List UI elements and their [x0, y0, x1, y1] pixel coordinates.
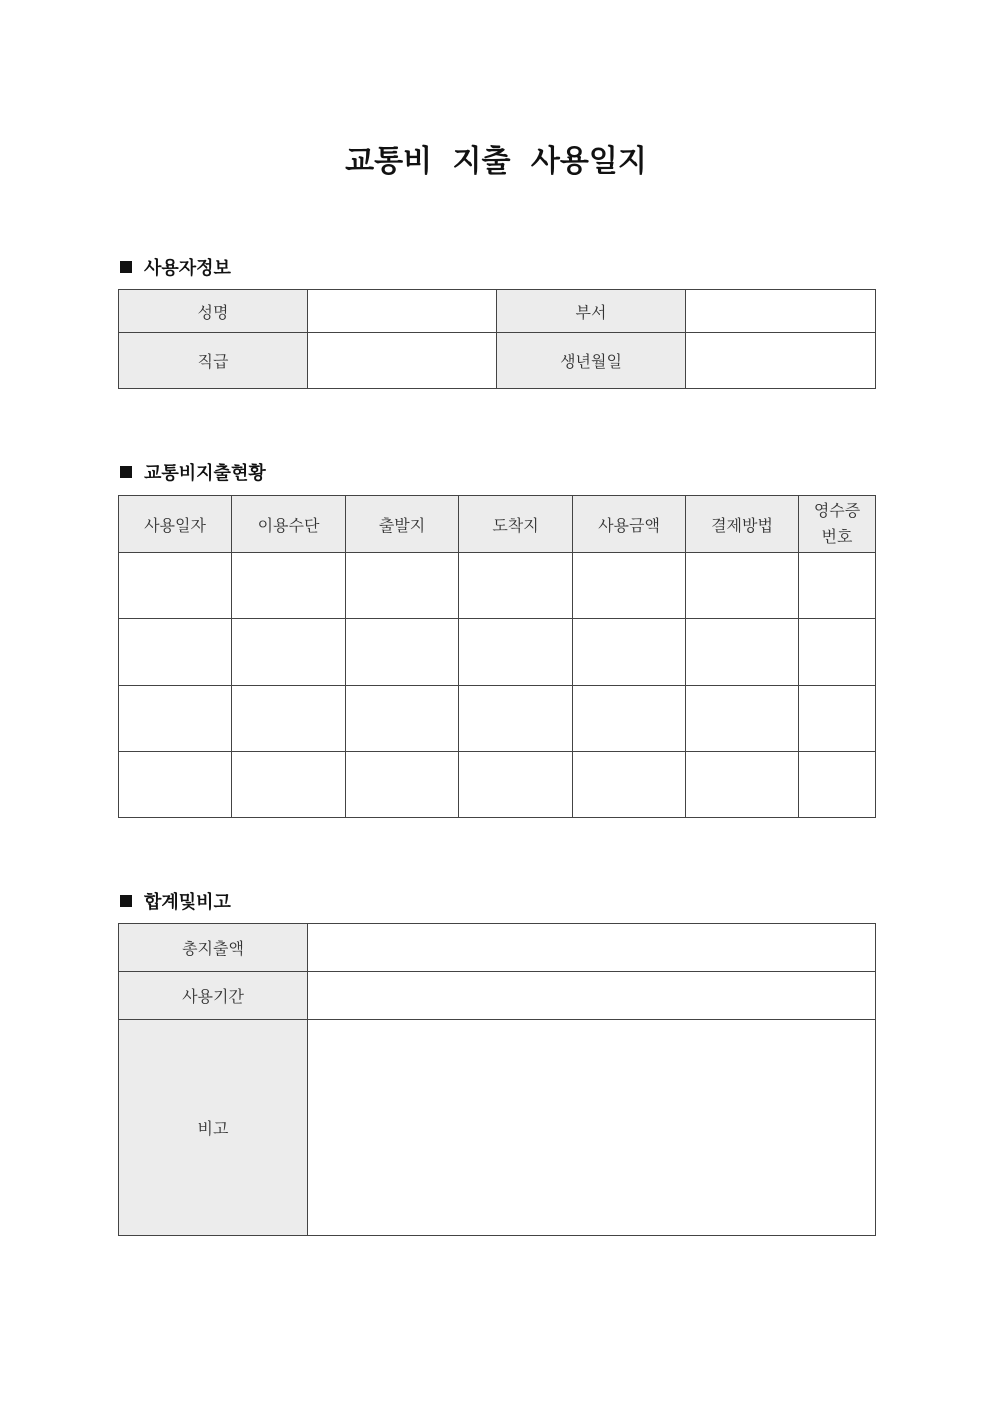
square-bullet-icon: [120, 466, 132, 478]
birth-label: 생년월일: [497, 333, 686, 389]
header-transport: 이용수단: [232, 496, 346, 553]
table-cell[interactable]: [459, 686, 573, 752]
table-cell[interactable]: [346, 619, 459, 686]
table-cell[interactable]: [119, 752, 232, 818]
birth-field[interactable]: [686, 333, 876, 389]
table-cell[interactable]: [232, 553, 346, 619]
name-label: 성명: [119, 290, 308, 333]
section-label: 합계및비고: [144, 892, 231, 913]
header-departure: 출발지: [346, 496, 459, 553]
table-cell[interactable]: [573, 553, 686, 619]
table-row: [119, 752, 876, 818]
table-cell[interactable]: [573, 619, 686, 686]
period-label: 사용기간: [119, 972, 308, 1020]
section-label: 교통비지출현황: [144, 463, 266, 484]
receipt-header-line1: 영수증: [813, 501, 861, 520]
table-cell[interactable]: [799, 752, 876, 818]
section-heading-expense-status: [120, 459, 266, 485]
header-date: 사용일자: [119, 496, 232, 553]
square-bullet-icon: [120, 895, 132, 907]
name-field[interactable]: [308, 290, 497, 333]
remarks-label: 비고: [119, 1020, 308, 1236]
receipt-header-line2: 번호: [821, 527, 853, 546]
position-field[interactable]: [308, 333, 497, 389]
table-cell[interactable]: [686, 686, 799, 752]
header-payment: 결제방법: [686, 496, 799, 553]
table-row: [119, 553, 876, 619]
table-cell[interactable]: [799, 619, 876, 686]
table-cell[interactable]: [346, 553, 459, 619]
user-info-table: [118, 289, 876, 389]
table-cell[interactable]: [346, 686, 459, 752]
section-heading-user-info: [120, 254, 231, 280]
header-arrival: 도착지: [459, 496, 573, 553]
table-cell[interactable]: [686, 752, 799, 818]
header-amount: 사용금액: [573, 496, 686, 553]
section-heading-summary: [120, 888, 231, 914]
table-row: [119, 686, 876, 752]
table-cell[interactable]: [799, 553, 876, 619]
header-receipt-no: [799, 496, 876, 553]
table-cell[interactable]: [686, 553, 799, 619]
table-cell[interactable]: [459, 619, 573, 686]
dept-field[interactable]: [686, 290, 876, 333]
square-bullet-icon: [120, 261, 132, 273]
table-cell[interactable]: [573, 752, 686, 818]
page-title: 교통비 지출 사용일지: [345, 144, 647, 179]
expense-table: [118, 495, 876, 818]
table-cell[interactable]: [459, 752, 573, 818]
table-cell[interactable]: [119, 619, 232, 686]
table-cell[interactable]: [459, 553, 573, 619]
dept-label: 부서: [497, 290, 686, 333]
table-cell[interactable]: [119, 553, 232, 619]
table-cell[interactable]: [232, 619, 346, 686]
remarks-field[interactable]: [308, 1020, 876, 1236]
section-label: 사용자정보: [144, 258, 231, 279]
table-cell[interactable]: [232, 752, 346, 818]
total-label: 총지출액: [119, 924, 308, 972]
table-cell[interactable]: [573, 686, 686, 752]
table-cell[interactable]: [346, 752, 459, 818]
table-row: [119, 619, 876, 686]
summary-table: [118, 923, 876, 1236]
period-field[interactable]: [308, 972, 876, 1020]
table-cell[interactable]: [686, 619, 799, 686]
total-field[interactable]: [308, 924, 876, 972]
position-label: 직급: [119, 333, 308, 389]
table-cell[interactable]: [119, 686, 232, 752]
table-cell[interactable]: [799, 686, 876, 752]
table-cell[interactable]: [232, 686, 346, 752]
